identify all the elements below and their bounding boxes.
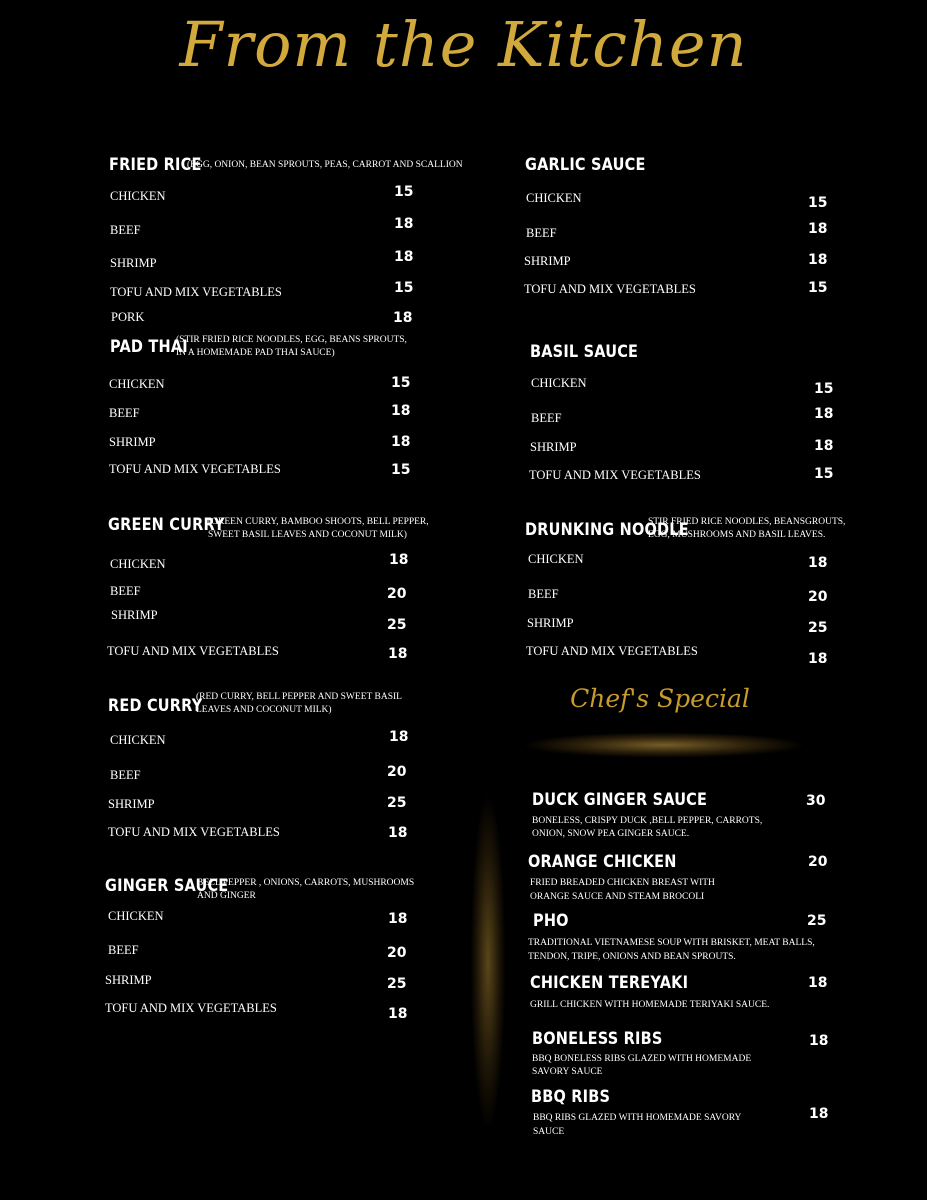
menu-item-price: 18 — [393, 310, 413, 326]
special-item-price: 18 — [809, 1033, 829, 1049]
special-item-desc: BONELESS, CRISPY DUCK ,BELL PEPPER, CARROTS, — [532, 816, 763, 826]
menu-item-name: CHICKEN — [110, 189, 166, 203]
section-desc-fried-rice: (EGG, ONION, BEAN SPROUTS, PEAS, CARROT AND SCALLION — [187, 160, 463, 170]
menu-item-name: CHICKEN — [109, 377, 165, 391]
section-title-fried-rice: FRIED RICE — [109, 156, 202, 175]
menu-item-name: BEEF — [110, 584, 141, 598]
special-item-desc: BBQ BONELESS RIBS GLAZED WITH HOMEMADE — [532, 1054, 752, 1064]
menu-item-price: 18 — [808, 252, 828, 268]
page-title: From the Kitchen — [179, 8, 748, 81]
menu-item-price: 18 — [394, 249, 414, 265]
section-title-basil-sauce: BASIL SAUCE — [530, 343, 639, 362]
menu-item-name: TOFU AND MIX VEGETABLES — [109, 462, 281, 476]
special-item-desc: FRIED BREADED CHICKEN BREAST WITH — [530, 878, 715, 888]
menu-item-name: SHRIMP — [530, 440, 577, 454]
section-desc-pad-thai: (STIR FRIED RICE NOODLES, EGG, BEANS SPROUTS, — [176, 335, 407, 345]
menu-item-price: 18 — [808, 221, 828, 237]
special-item-price: 20 — [808, 854, 828, 870]
special-item-desc: SAVORY SAUCE — [532, 1067, 603, 1077]
special-item-price: 18 — [809, 1106, 829, 1122]
section-desc-drunking-noodle: STIR FRIED RICE NOODLES, BEANSGROUTS, — [648, 517, 846, 527]
menu-item-name: SHRIMP — [111, 608, 158, 622]
menu-item-name: TOFU AND MIX VEGETABLES — [105, 1001, 277, 1015]
menu-item-price: 18 — [814, 438, 834, 454]
menu-item-price: 18 — [808, 651, 828, 667]
menu-item-price: 15 — [394, 184, 414, 200]
menu-item-price: 18 — [391, 434, 411, 450]
menu-item-price: 15 — [394, 280, 414, 296]
menu-item-name: BEEF — [528, 587, 559, 601]
menu-item-price: 18 — [391, 403, 411, 419]
menu-item-name: PORK — [111, 310, 145, 324]
section-desc-red-curry: (RED CURRY, BELL PEPPER AND SWEET BASIL — [196, 692, 402, 702]
special-item-price: 25 — [807, 913, 827, 929]
menu-item-name: BEEF — [108, 943, 139, 957]
menu-item-name: BEEF — [531, 411, 562, 425]
menu-item-name: TOFU AND MIX VEGETABLES — [107, 644, 279, 658]
section-title-ginger-sauce: GINGER SAUCE — [105, 877, 229, 896]
section-title-drunking-noodle: DRUNKING NOODLE — [525, 521, 689, 540]
menu-item-name: SHRIMP — [108, 797, 155, 811]
special-item-desc: TRADITIONAL VIETNAMESE SOUP WITH BRISKET, MEAT BALLS, — [528, 938, 815, 948]
menu-item-name: TOFU AND MIX VEGETABLES — [526, 644, 698, 658]
menu-item-price: 25 — [808, 620, 828, 636]
menu-item-name: SHRIMP — [110, 256, 157, 270]
menu-item-price: 15 — [814, 466, 834, 482]
menu-item-name: TOFU AND MIX VEGETABLES — [108, 825, 280, 839]
menu-item-price: 15 — [808, 195, 828, 211]
menu-item-name: TOFU AND MIX VEGETABLES — [529, 468, 701, 482]
menu-item-name: CHICKEN — [528, 552, 584, 566]
menu-item-price: 15 — [391, 462, 411, 478]
menu-item-name: CHICKEN — [110, 557, 166, 571]
special-item-name: BBQ RIBS — [531, 1088, 611, 1107]
special-item-price: 18 — [808, 975, 828, 991]
menu-item-price: 20 — [387, 945, 407, 961]
menu-item-name: SHRIMP — [105, 973, 152, 987]
special-item-desc: ORANGE SAUCE AND STEAM BROCOLI — [530, 892, 705, 902]
special-item-price: 30 — [806, 793, 826, 809]
special-item-name: PHO — [533, 912, 569, 931]
special-item-desc: TENDON, TRIPE, ONIONS AND BEAN SPROUTS. — [528, 952, 736, 962]
special-item-name: ORANGE CHICKEN — [528, 853, 677, 872]
chefs-special-title: Chef's Special — [570, 684, 750, 713]
section-title-green-curry: GREEN CURRY — [108, 516, 225, 535]
menu-item-name: TOFU AND MIX VEGETABLES — [110, 285, 282, 299]
section-desc-drunking-noodle: EGG, MUSHROOMS AND BASIL LEAVES. — [648, 530, 826, 540]
menu-item-name: TOFU AND MIX VEGETABLES — [524, 282, 696, 296]
section-desc-ginger-sauce: BELL PEPPER , ONIONS, CARROTS, MUSHROOMS — [197, 878, 415, 888]
menu-item-name: BEEF — [110, 223, 141, 237]
special-item-name: CHICKEN TEREYAKI — [530, 974, 689, 993]
menu-item-price: 20 — [387, 764, 407, 780]
section-desc-green-curry: (GREEN CURRY, BAMBOO SHOOTS, BELL PEPPER, — [208, 517, 429, 527]
menu-item-name: SHRIMP — [109, 435, 156, 449]
menu-item-price: 18 — [389, 729, 409, 745]
section-desc-pad-thai: IN A HOMEMADE PAD THAI SAUCE) — [176, 348, 335, 358]
gold-dust-horizontal — [476, 728, 852, 762]
section-title-pad-thai: PAD THAI — [110, 338, 188, 357]
section-desc-green-curry: SWEET BASIL LEAVES AND COCONUT MILK) — [208, 530, 407, 540]
menu-item-price: 20 — [387, 586, 407, 602]
menu-item-name: CHICKEN — [108, 909, 164, 923]
menu-item-price: 18 — [814, 406, 834, 422]
menu-item-name: BEEF — [109, 406, 140, 420]
menu-item-price: 15 — [814, 381, 834, 397]
section-desc-ginger-sauce: AND GINGER — [197, 891, 256, 901]
special-item-desc: SAUCE — [533, 1127, 565, 1137]
menu-item-price: 15 — [391, 375, 411, 391]
menu-item-name: SHRIMP — [524, 254, 571, 268]
special-item-desc: BBQ RIBS GLAZED WITH HOMEMADE SAVORY — [533, 1113, 742, 1123]
special-item-name: DUCK GINGER SAUCE — [532, 791, 708, 810]
special-item-desc: ONION, SNOW PEA GINGER SAUCE. — [532, 829, 690, 839]
menu-item-name: SHRIMP — [527, 616, 574, 630]
menu-item-name: BEEF — [110, 768, 141, 782]
special-item-name: BONELESS RIBS — [532, 1030, 663, 1049]
menu-item-name: CHICKEN — [110, 733, 166, 747]
menu-item-price: 18 — [388, 911, 408, 927]
menu-item-price: 25 — [387, 976, 407, 992]
menu-item-name: BEEF — [526, 226, 557, 240]
menu-item-price: 18 — [808, 555, 828, 571]
menu-item-price: 18 — [388, 825, 408, 841]
section-title-red-curry: RED CURRY — [108, 697, 203, 716]
menu-item-price: 18 — [389, 552, 409, 568]
special-item-desc: GRILL CHICKEN WITH HOMEMADE TERIYAKI SAUCE. — [530, 1000, 770, 1010]
section-title-garlic-sauce: GARLIC SAUCE — [525, 156, 646, 175]
menu-item-price: 18 — [394, 216, 414, 232]
menu-item-price: 15 — [808, 280, 828, 296]
menu-item-price: 25 — [387, 795, 407, 811]
menu-item-price: 18 — [388, 646, 408, 662]
menu-item-price: 25 — [387, 617, 407, 633]
menu-item-name: CHICKEN — [531, 376, 587, 390]
menu-item-price: 18 — [388, 1006, 408, 1022]
gold-dust-vertical — [466, 752, 510, 1172]
menu-item-name: CHICKEN — [526, 191, 582, 205]
menu-item-price: 20 — [808, 589, 828, 605]
section-desc-red-curry: LEAVES AND COCONUT MILK) — [196, 705, 332, 715]
